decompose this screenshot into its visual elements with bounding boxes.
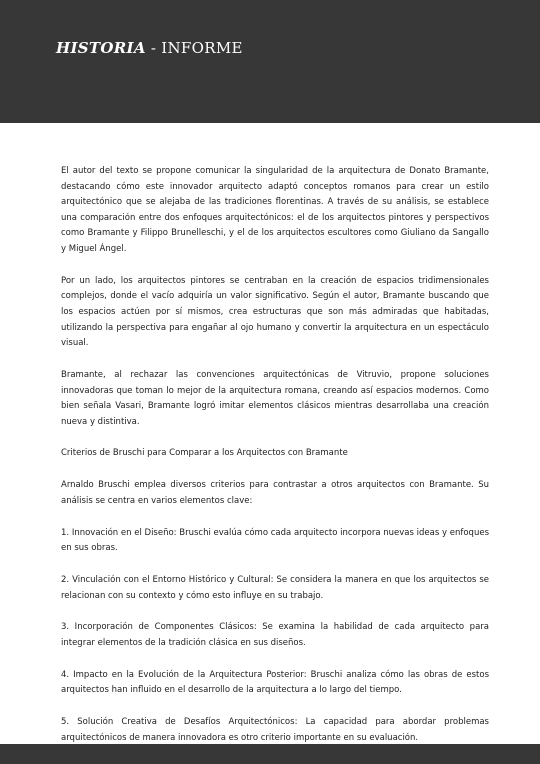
criterion-4: 4. Impacto en la Evolución de la Arquitectura Posterior: Bruschi analiza cómo las obras de estos arquitectos han influido en el desarrollo de la arquitectura a lo largo del tiempo. — [61, 669, 489, 696]
page-header — [0, 0, 540, 123]
criterion-2: 2. Vinculación con el Entorno Histórico y Cultural: Se considera la manera en que los arquitectos se relacionan con su contexto y cómo esto influye en su trabajo. — [61, 575, 489, 601]
vitruvius-paragraph: Bramante, al rechazar las convenciones arquitectónicas de Vitruvio, propone soluciones innovadoras que toman lo mejor de la arquitectura romana, creando así espacios modernos. Como bien señala Vasari, Bramante logró imitar elementos clásicos mientras desarrollaba una creación nueva y distintiva. — [61, 369, 489, 427]
painter-architects-paragraph: Por un lado, los arquitectos pintores se centraban en la creación de espacios tridimensionales complejos, donde el vacío adquiría un valor significativo. Según el autor, Bramante buscando que los espacios actúen por sí mismos, crea estructuras que son más admiradas que habitadas, utilizando la perspectiva para engañar al ojo humano y convertir la arquitectura en un espectáculo visual. — [61, 275, 489, 349]
bruschi-intro-paragraph: Arnaldo Bruschi emplea diversos criterios para contrastar a otros arquitectos con Bramante. Su análisis se centra en varios elementos clave: — [61, 480, 489, 506]
criterion-5: 5. Solución Creativa de Desafíos Arquitectónicos: La capacidad para abordar problemas arquitectónicos de manera innovadora es otro criterio importante en su evaluación. — [61, 717, 489, 743]
section-heading: Criterios de Bruschi para Comparar a los Arquitectos con Bramante — [61, 448, 348, 459]
criterion-1: 1. Innovación en el Diseño: Bruschi evalúa cómo cada arquitecto incorpora nuevas ideas y enfoques en sus obras. — [61, 527, 489, 554]
header-title-subtitle: - INFORME — [145, 39, 243, 57]
header-title — [56, 39, 243, 57]
header-title-strong: HISTORIA — [56, 39, 146, 57]
intro-paragraph: El autor del texto se propone comunicar la singularidad de la arquitectura de Donato Bramante, destacando cómo este innovador arquitecto adaptó conceptos romanos para crear un estilo arquitectónico que se alejaba de las tradiciones florentinas. A través de su análisis, se establece una comparación entre dos enfoques arquitectónicos: el de los arquitectos pintores y perspectivos como Bramante y Filippo Brunelleschi, y el de los arquitectos escultores como Giuliano da Sangallo y Miguel Ángel. — [61, 166, 489, 254]
document-body — [61, 164, 489, 746]
page-footer — [0, 744, 540, 764]
criterion-3: 3. Incorporación de Componentes Clásicos: Se examina la habilidad de cada arquitecto para integrar elementos de la tradición clásica en sus diseños. — [61, 622, 489, 648]
